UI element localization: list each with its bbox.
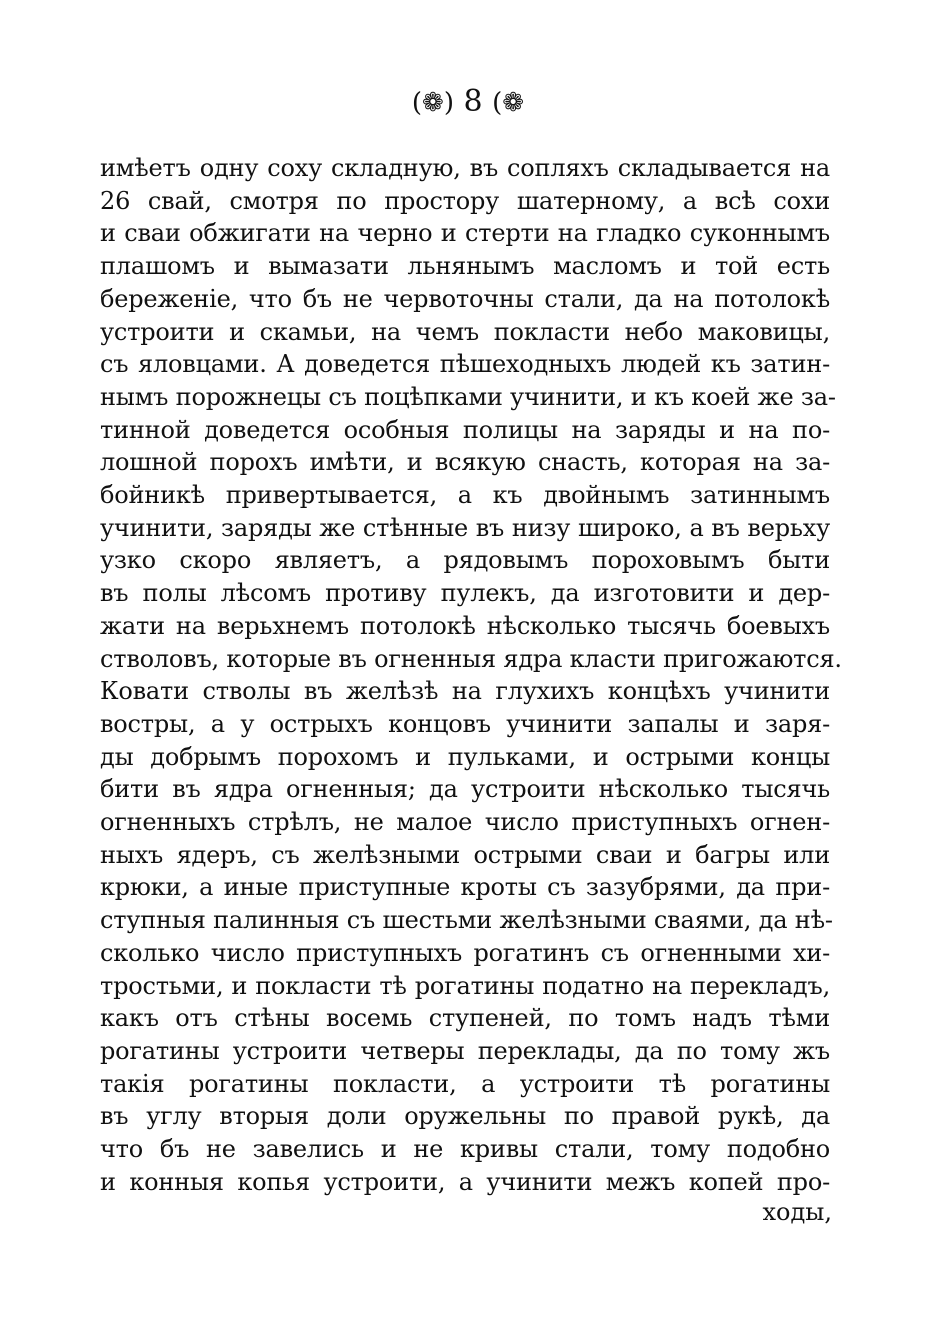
text-line: бойникѣ привертывается, а къ двойнымъ затиннымъ xyxy=(100,481,830,510)
text-line: стволовъ, которые въ огненныя ядра класти пригожаются. xyxy=(100,644,842,673)
text-line: и сваи обжигати на черно и стерти на гладко суконнымъ xyxy=(100,219,830,248)
text-line: нымъ порожнецы съ поцѣпками учинити, и къ коей же за- xyxy=(100,382,836,411)
page-header xyxy=(0,82,936,123)
text-line: крюки, а иные приступные кроты съ зазубрями, да при- xyxy=(100,873,830,902)
right-ornament-icon: (❁ xyxy=(492,88,525,118)
text-line: рогатины устроити четверы переклады, да по тому жъ xyxy=(100,1036,830,1065)
text-line: въ полы лѣсомъ противу пулекъ, да изготовити и дер- xyxy=(100,579,830,608)
text-line: 26 свай, смотря по простору шатерному, а всѣ сохи xyxy=(100,186,830,215)
text-line: съ яловцами. А доведется пѣшеходныхъ людей къ затин- xyxy=(100,350,830,379)
text-line: лошной порохъ имѣти, и всякую снасть, которая на за- xyxy=(100,448,830,477)
text-line: ныхъ ядеръ, съ желѣзными острыми сваи и багры или xyxy=(100,840,830,869)
text-line: огненныхъ стрѣлъ, не малое число приступныхъ огнен- xyxy=(100,808,830,837)
text-line: имѣетъ одну соху складную, въ сопляхъ складывается на xyxy=(100,154,830,182)
text-line: тинной доведется особныя полицы на заряды и на по- xyxy=(100,415,830,444)
left-ornament-icon: (❁) xyxy=(411,88,454,118)
text-line: Ковати стволы въ желѣзѣ на глухихъ концѣхъ учинити xyxy=(100,677,830,706)
text-line: какъ отъ стѣны восемь ступеней, по томъ надъ тѣми xyxy=(100,1004,830,1033)
text-line: въ углу вторыя доли оружельны по правой рукѣ, да xyxy=(100,1102,830,1131)
catchword: ходы, xyxy=(762,1198,832,1226)
text-line: узко скоро являетъ, а рядовымъ пороховымъ быти xyxy=(100,546,830,575)
text-line: ды добрымъ порохомъ и пульками, и острыми концы xyxy=(100,742,830,771)
text-line: сколько число приступныхъ рогатинъ съ огненными хи- xyxy=(100,938,830,967)
text-line: такія рогатины покласти, а устроити тѣ рогатины xyxy=(100,1069,830,1098)
text-line: ступныя палинныя съ шестьми желѣзными сваями, да нѣ- xyxy=(100,906,833,935)
text-line: тростьми, и покласти тѣ рогатины податно на перекладъ, xyxy=(100,971,830,1000)
text-line: устроити и скамьи, на чемъ покласти небо маковицы, xyxy=(100,317,830,346)
text-line: учинити, заряды же стѣнные въ низу широко, а въ верьху xyxy=(100,513,830,542)
text-line: жати на верьхнемъ потолокѣ нѣсколько тысячь боевыхъ xyxy=(100,611,830,640)
page-number: 8 xyxy=(463,84,483,119)
text-line: что бъ не завелись и не кривы стали, тому подобно xyxy=(100,1135,830,1164)
text-line: береженіе, что бъ не червоточны стали, да на потолокѣ xyxy=(100,284,830,313)
text-line: бити въ ядра огненныя; да устроити нѣсколько тысячь xyxy=(100,775,830,804)
text-line: плашомъ и вымазати льнянымъ масломъ и той есть xyxy=(100,252,830,281)
text-line: востры, а у острыхъ концовъ учинити запалы и заря- xyxy=(100,709,830,738)
text-line: и конныя копья устроити, а учинити межъ копей про- xyxy=(100,1167,830,1196)
body-text xyxy=(100,152,842,1199)
